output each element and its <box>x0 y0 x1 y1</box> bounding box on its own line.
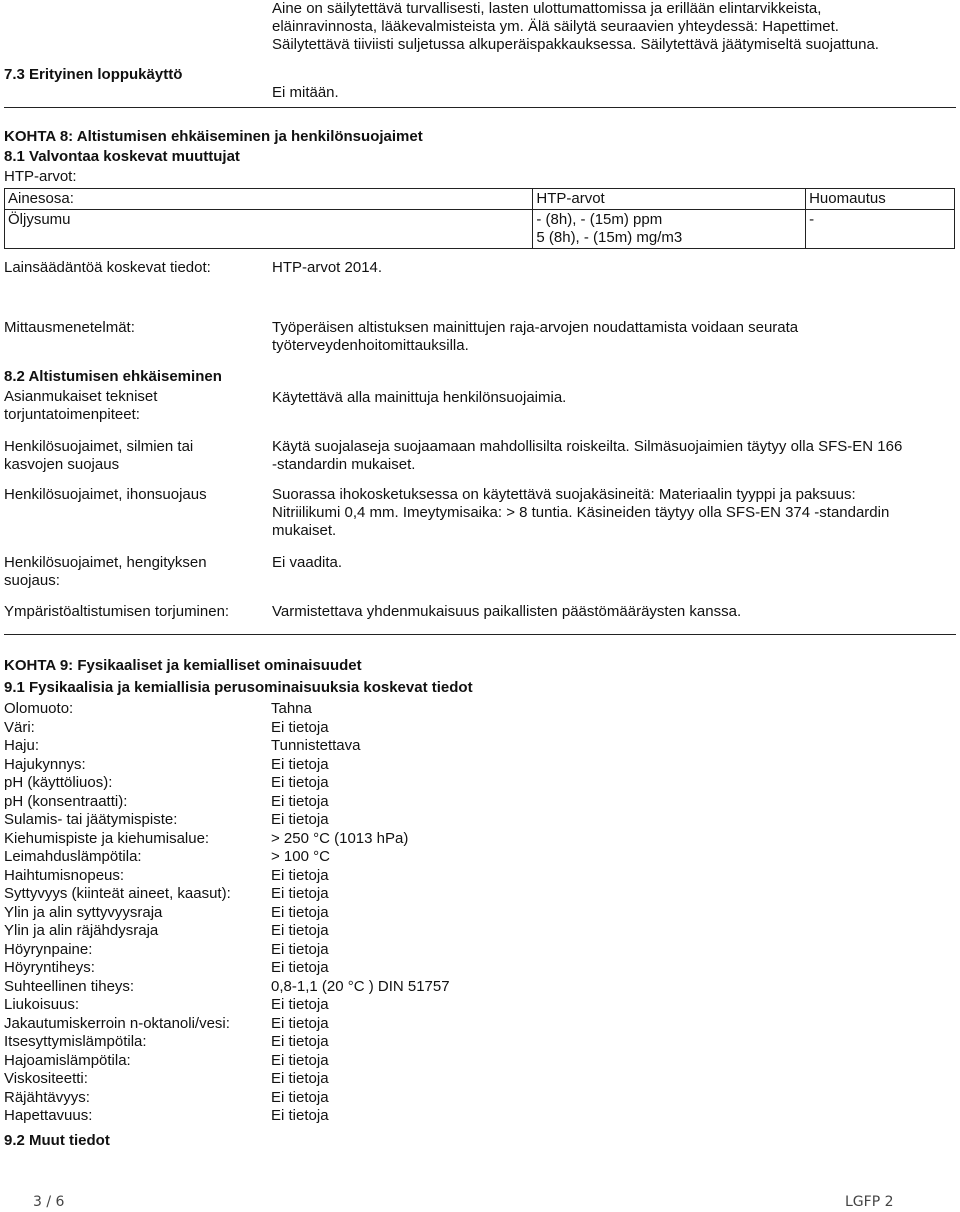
methods-value-line-2: työterveydenhoitomittauksilla. <box>272 337 469 354</box>
property-label: Höyryntiheys: <box>4 959 95 976</box>
methods-value <box>272 319 798 355</box>
storage-line-3: Säilytettävä tiiviisti suljetussa alkuperäispakkauksessa. Säilytettävä jäätymiseltä suojattuna. <box>272 36 879 53</box>
tech-label-line-2: torjuntatoimenpiteet: <box>4 406 140 423</box>
property-label: Hajukynnys: <box>4 755 86 773</box>
skin-value-line-1: Suorassa ihokosketuksessa on käytettävä suojakäsineitä: Materiaalin tyyppi ja paksuus: <box>272 486 856 503</box>
skin-value-line-2: Nitriilikumi 0,4 mm. Imeytymisaika: > 8 tuntia. Käsineiden täytyy olla SFS-EN 374 -standardin <box>272 504 890 521</box>
resp-label-line-1: Henkilösuojaimet, hengityksen <box>4 554 207 571</box>
property-label: Haihtumisnopeus: <box>4 866 125 884</box>
section-9-1-heading: 9.1 Fysikaalisia ja kemiallisia perusominaisuuksia koskevat tiedot <box>4 679 473 696</box>
property-value: Ei tietoja <box>271 774 329 791</box>
property-value: Tahna <box>271 700 312 717</box>
methods-label: Mittausmenetelmät: <box>4 319 135 336</box>
property-label: Leimahduslämpötila: <box>4 848 142 865</box>
property-label: Väri: <box>4 718 35 736</box>
property-value: > 100 °C <box>271 848 330 865</box>
section-7-3-value: Ei mitään. <box>272 84 339 101</box>
property-label: Liukoisuus: <box>4 996 80 1013</box>
environment-label: Ympäristöaltistumisen torjuminen: <box>4 603 230 620</box>
storage-line-1: Aine on säilytettävä turvallisesti, lasten ulottumattomissa ja erillään elintarvikkeista, <box>272 0 822 17</box>
property-value: Ei tietoja <box>271 959 329 976</box>
property-value: Ei tietoja <box>271 755 329 773</box>
property-label: Hajoamislämpötila: <box>4 1051 131 1069</box>
table-header-note: Huomautus <box>806 189 955 210</box>
eye-label-line-2: kasvojen suojaus <box>4 456 120 473</box>
eye-value-line-2: -standardin mukaiset. <box>272 456 416 473</box>
storage-line-2: eläinravinnosta, lääkevalmisteista ym. Älä säilytä seuraavien yhteydessä: Hapettimet. <box>272 18 839 35</box>
eye-protection-value <box>272 438 902 474</box>
property-value: Ei tietoja <box>271 1051 329 1069</box>
skin-protection-value <box>272 486 889 540</box>
htp-label: HTP-arvot: <box>4 168 77 185</box>
property-value: Ei tietoja <box>271 996 329 1013</box>
skin-value-line-3: mukaiset. <box>272 522 337 539</box>
environment-value: Varmistettava yhdenmukaisuus paikallisten päästömääräysten kanssa. <box>272 603 742 620</box>
resp-label-line-2: suojaus: <box>4 572 60 589</box>
legislation-label: Lainsäädäntöä koskevat tiedot: <box>4 259 211 276</box>
property-label: Hapettavuus: <box>4 1107 93 1124</box>
property-value: > 250 °C (1013 hPa) <box>271 829 409 847</box>
property-value: Ei tietoja <box>271 1014 329 1032</box>
storage-text <box>272 0 952 54</box>
tech-label <box>4 388 157 424</box>
methods-value-line-1: Työperäisen altistuksen mainittujen raja-arvojen noudattamista voidaan seurata <box>272 319 799 336</box>
htp-value-line-2: 5 (8h), - (15m) mg/m3 <box>536 229 683 246</box>
property-label: Räjähtävyys: <box>4 1088 90 1106</box>
section-8-title: KOHTA 8: Altistumisen ehkäiseminen ja henkilönsuojaimet <box>4 128 423 145</box>
divider <box>4 107 956 108</box>
property-label: Ylin ja alin räjähdysraja <box>4 922 159 939</box>
property-label: Höyrynpaine: <box>4 940 93 958</box>
property-value: Ei tietoja <box>271 922 329 939</box>
property-label: Suhteellinen tiheys: <box>4 977 135 995</box>
table-header-row <box>5 189 955 210</box>
page-number: 3 / 6 <box>33 1194 65 1210</box>
property-label: pH (käyttöliuos): <box>4 774 113 791</box>
eye-value-line-1: Käytä suojalaseja suojaamaan mahdollisilta roiskeilta. Silmäsuojaimien täytyy olla SFS-EN 166 <box>272 438 903 455</box>
table-row <box>5 210 955 249</box>
tech-value: Käytettävä alla mainittuja henkilönsuojaimia. <box>272 389 567 406</box>
property-label: Ylin ja alin syttyvyysraja <box>4 903 163 921</box>
section-9-2-heading: 9.2 Muut tiedot <box>4 1132 110 1149</box>
table-cell-note: - <box>806 210 955 249</box>
divider <box>4 634 956 635</box>
section-9-title: KOHTA 9: Fysikaaliset ja kemialliset ominaisuudet <box>4 657 362 674</box>
eye-label-line-1: Henkilösuojaimet, silmien tai <box>4 438 194 455</box>
htp-table <box>4 188 955 249</box>
property-value: Ei tietoja <box>271 1107 329 1124</box>
property-value: Ei tietoja <box>271 718 329 736</box>
property-value: Ei tietoja <box>271 1070 329 1087</box>
property-label: Olomuoto: <box>4 700 74 717</box>
property-value: Ei tietoja <box>271 866 329 884</box>
property-label: Kiehumispiste ja kiehumisalue: <box>4 829 210 847</box>
htp-value-line-1: - (8h), - (15m) ppm <box>536 211 663 228</box>
property-label: Itsesyttymislämpötila: <box>4 1033 147 1050</box>
eye-protection-label <box>4 438 193 474</box>
legislation-value: HTP-arvot 2014. <box>272 259 383 276</box>
table-header-substance: Ainesosa: <box>5 189 533 210</box>
skin-protection-label: Henkilösuojaimet, ihonsuojaus <box>4 486 207 503</box>
table-header-htp: HTP-arvot <box>533 189 806 210</box>
property-label: Haju: <box>4 737 40 754</box>
section-8-2-heading: 8.2 Altistumisen ehkäiseminen <box>4 368 222 385</box>
property-label: Jakautumiskerroin n-oktanoli/vesi: <box>4 1014 230 1032</box>
property-value: Tunnistettava <box>271 737 361 754</box>
property-label: pH (konsentraatti): <box>4 792 128 810</box>
property-value: Ei tietoja <box>271 1088 329 1106</box>
property-value: Ei tietoja <box>271 811 329 828</box>
table-cell-substance: Öljysumu <box>5 210 533 249</box>
tech-label-line-1: Asianmukaiset tekniset <box>4 388 158 405</box>
property-value: Ei tietoja <box>271 903 329 921</box>
property-label: Syttyvyys (kiinteät aineet, kaasut): <box>4 885 231 902</box>
property-label: Sulamis- tai jäätymispiste: <box>4 811 178 828</box>
table-cell-htp <box>533 210 806 249</box>
property-value: Ei tietoja <box>271 940 329 958</box>
section-7-3-heading: 7.3 Erityinen loppukäyttö <box>4 66 183 83</box>
property-value: Ei tietoja <box>271 885 329 902</box>
respiratory-protection-label <box>4 554 207 590</box>
property-value: Ei tietoja <box>271 792 329 810</box>
respiratory-protection-value: Ei vaadita. <box>272 554 343 571</box>
property-label: Viskositeetti: <box>4 1070 88 1087</box>
document-code: LGFP 2 <box>845 1194 894 1210</box>
property-value: Ei tietoja <box>271 1033 329 1050</box>
property-value: 0,8-1,1 (20 °C ) DIN 51757 <box>271 977 450 995</box>
section-8-1-heading: 8.1 Valvontaa koskevat muuttujat <box>4 148 240 165</box>
